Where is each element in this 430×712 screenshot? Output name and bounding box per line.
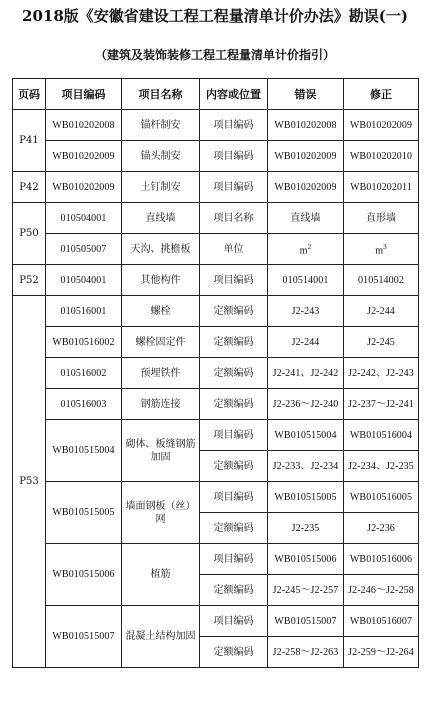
error-cell xyxy=(268,203,344,234)
correction-cell xyxy=(344,637,419,668)
error-value: J2-244 xyxy=(291,336,320,348)
name-cell: 其他构件 xyxy=(122,265,200,296)
error-cell xyxy=(268,575,344,606)
code-cell: 010504001 xyxy=(46,203,122,234)
error-cell xyxy=(268,513,344,544)
correction-cell xyxy=(344,575,419,606)
code-cell: 010516001 xyxy=(46,296,122,327)
correction-value: 010514002 xyxy=(358,274,404,286)
error-cell xyxy=(268,327,344,358)
code-cell: WB010202009 xyxy=(46,141,122,172)
error-value: J2-236～J2-240 xyxy=(272,398,339,410)
position-cell: 项目编码 xyxy=(200,110,268,141)
correction-cell xyxy=(344,482,419,513)
table-row xyxy=(13,544,419,575)
code-cell: 010516003 xyxy=(46,389,122,420)
errata-body xyxy=(13,110,419,668)
position-cell: 项目编码 xyxy=(200,606,268,637)
error-value: J2-245～J2-257 xyxy=(272,584,339,596)
header-row xyxy=(13,79,419,110)
page-cell: P53 xyxy=(13,296,46,668)
position-cell: 项目名称 xyxy=(200,203,268,234)
error-value: WB010202009 xyxy=(274,181,337,193)
error-value: J2-243 xyxy=(291,305,320,317)
error-value: WB010202009 xyxy=(274,150,337,162)
code-cell: 010505007 xyxy=(46,234,122,265)
correction-cell xyxy=(344,265,419,296)
error-cell xyxy=(268,358,344,389)
correction-cell xyxy=(344,606,419,637)
table-row xyxy=(13,141,419,172)
correction-cell xyxy=(344,544,419,575)
position-cell: 定额编码 xyxy=(200,451,268,482)
name-cell: 预埋铁件 xyxy=(122,358,200,389)
table-row xyxy=(13,296,419,327)
position-cell: 项目编码 xyxy=(200,482,268,513)
error-cell xyxy=(268,637,344,668)
name-cell: 砌体、板缝钢筋加固 xyxy=(122,420,200,482)
header-page: 页码 xyxy=(13,79,46,110)
position-cell: 定额编码 xyxy=(200,637,268,668)
error-value: WB010515007 xyxy=(274,615,337,627)
name-cell: 螺栓固定件 xyxy=(122,327,200,358)
position-cell: 定额编码 xyxy=(200,575,268,606)
error-value: WB010202008 xyxy=(274,119,337,131)
position-cell: 定额编码 xyxy=(200,389,268,420)
correction-cell xyxy=(344,234,419,265)
correction-value: J2-237～J2-241 xyxy=(348,398,414,410)
correction-cell xyxy=(344,358,419,389)
table-row xyxy=(13,389,419,420)
name-cell: 土钉制安 xyxy=(122,172,200,203)
error-value: J2-258～J2-263 xyxy=(272,646,339,658)
position-cell: 定额编码 xyxy=(200,327,268,358)
document-subtitle: （建筑及装饰装修工程工程量清单计价指引） xyxy=(94,48,335,62)
page-cell: P41 xyxy=(13,110,46,172)
name-cell: 直线墙 xyxy=(122,203,200,234)
header-code: 项目编码 xyxy=(46,79,122,110)
correction-cell xyxy=(344,141,419,172)
position-cell: 项目编码 xyxy=(200,544,268,575)
correction-value: WB010516005 xyxy=(349,491,413,503)
position-cell: 单位 xyxy=(200,234,268,265)
name-cell: 螺栓 xyxy=(122,296,200,327)
header-position: 内容或位置 xyxy=(200,79,268,110)
correction-value: m xyxy=(375,245,384,257)
correction-value: J2-246～J2-258 xyxy=(348,584,414,596)
correction-value: WB010202011 xyxy=(350,181,412,193)
header-name: 项目名称 xyxy=(122,79,200,110)
unit-superscript: 3 xyxy=(383,242,387,251)
name-cell: 植筋 xyxy=(122,544,200,606)
correction-value: J2-242、J2-243 xyxy=(348,367,414,379)
error-cell xyxy=(268,544,344,575)
error-value: J2-241、J2-242 xyxy=(272,367,339,379)
error-cell xyxy=(268,389,344,420)
page-cell: P52 xyxy=(13,265,46,296)
name-cell: 天沟、挑檐板 xyxy=(122,234,200,265)
code-cell: 010504001 xyxy=(46,265,122,296)
table-row xyxy=(13,327,419,358)
correction-cell xyxy=(344,296,419,327)
unit-superscript: 2 xyxy=(307,242,312,251)
correction-cell xyxy=(344,513,419,544)
position-cell: 项目编码 xyxy=(200,265,268,296)
page-cell: P42 xyxy=(13,172,46,203)
error-value: 010514001 xyxy=(282,274,329,286)
document-title: 2018版《安徽省建设工程工程量清单计价办法》勘误(一) xyxy=(22,7,408,25)
code-cell: WB010515006 xyxy=(46,544,122,606)
code-cell: WB010515005 xyxy=(46,482,122,544)
name-cell: 墙面钢板（丝）网 xyxy=(122,482,200,544)
table-row xyxy=(13,265,419,296)
correction-cell xyxy=(344,172,419,203)
table-row xyxy=(13,420,419,451)
table-row xyxy=(13,203,419,234)
correction-value: J2-245 xyxy=(367,336,395,348)
correction-value: WB010516006 xyxy=(349,553,413,565)
error-value: m xyxy=(299,245,308,257)
table-row xyxy=(13,234,419,265)
position-cell: 项目编码 xyxy=(200,172,268,203)
code-cell: 010516002 xyxy=(46,358,122,389)
error-value: WB010515005 xyxy=(274,491,337,503)
code-cell: WB010516002 xyxy=(46,327,122,358)
error-cell xyxy=(268,296,344,327)
correction-cell xyxy=(344,327,419,358)
table-row xyxy=(13,172,419,203)
correction-value: WB010516004 xyxy=(349,429,413,441)
code-cell: WB010515004 xyxy=(46,420,122,482)
name-cell: 混凝土结构加固 xyxy=(122,606,200,668)
error-cell xyxy=(268,110,344,141)
correction-value: J2-259～J2-264 xyxy=(348,646,414,658)
header-correction: 修正 xyxy=(344,79,419,110)
error-cell xyxy=(268,265,344,296)
correction-cell xyxy=(344,451,419,482)
page-cell: P50 xyxy=(13,203,46,265)
correction-value: WB010516007 xyxy=(349,615,413,627)
name-cell: 锚头制安 xyxy=(122,141,200,172)
position-cell: 定额编码 xyxy=(200,513,268,544)
name-cell: 钢筋连接 xyxy=(122,389,200,420)
position-cell: 项目编码 xyxy=(200,420,268,451)
position-cell: 项目编码 xyxy=(200,141,268,172)
position-cell: 定额编码 xyxy=(200,296,268,327)
errata-table xyxy=(12,78,419,668)
correction-value: WB010202010 xyxy=(349,150,413,162)
name-cell: 锚杆制安 xyxy=(122,110,200,141)
error-cell xyxy=(268,606,344,637)
error-cell xyxy=(268,451,344,482)
header-error: 错误 xyxy=(268,79,344,110)
correction-value: J2-244 xyxy=(367,305,395,317)
error-cell xyxy=(268,172,344,203)
code-cell: WB010202009 xyxy=(46,172,122,203)
table-row xyxy=(13,110,419,141)
correction-value: J2-236 xyxy=(367,522,395,534)
correction-value: 直形墙 xyxy=(365,212,397,224)
error-cell xyxy=(268,420,344,451)
correction-cell xyxy=(344,203,419,234)
correction-cell xyxy=(344,420,419,451)
table-row xyxy=(13,358,419,389)
error-cell xyxy=(268,234,344,265)
correction-value: WB010202009 xyxy=(349,119,413,131)
table-row xyxy=(13,606,419,637)
error-cell xyxy=(268,482,344,513)
code-cell: WB010202008 xyxy=(46,110,122,141)
correction-cell xyxy=(344,110,419,141)
correction-cell xyxy=(344,389,419,420)
table-row xyxy=(13,482,419,513)
error-cell xyxy=(268,141,344,172)
error-value: WB010515004 xyxy=(274,429,337,441)
code-cell: WB010515007 xyxy=(46,606,122,668)
error-value: WB010515006 xyxy=(274,553,337,565)
error-value: J2-235 xyxy=(291,522,320,534)
correction-value: J2-234、J2-235 xyxy=(348,460,414,472)
position-cell: 定额编码 xyxy=(200,358,268,389)
error-value: 直线墙 xyxy=(290,212,321,224)
error-value: J2-233、J2-234 xyxy=(272,460,339,472)
